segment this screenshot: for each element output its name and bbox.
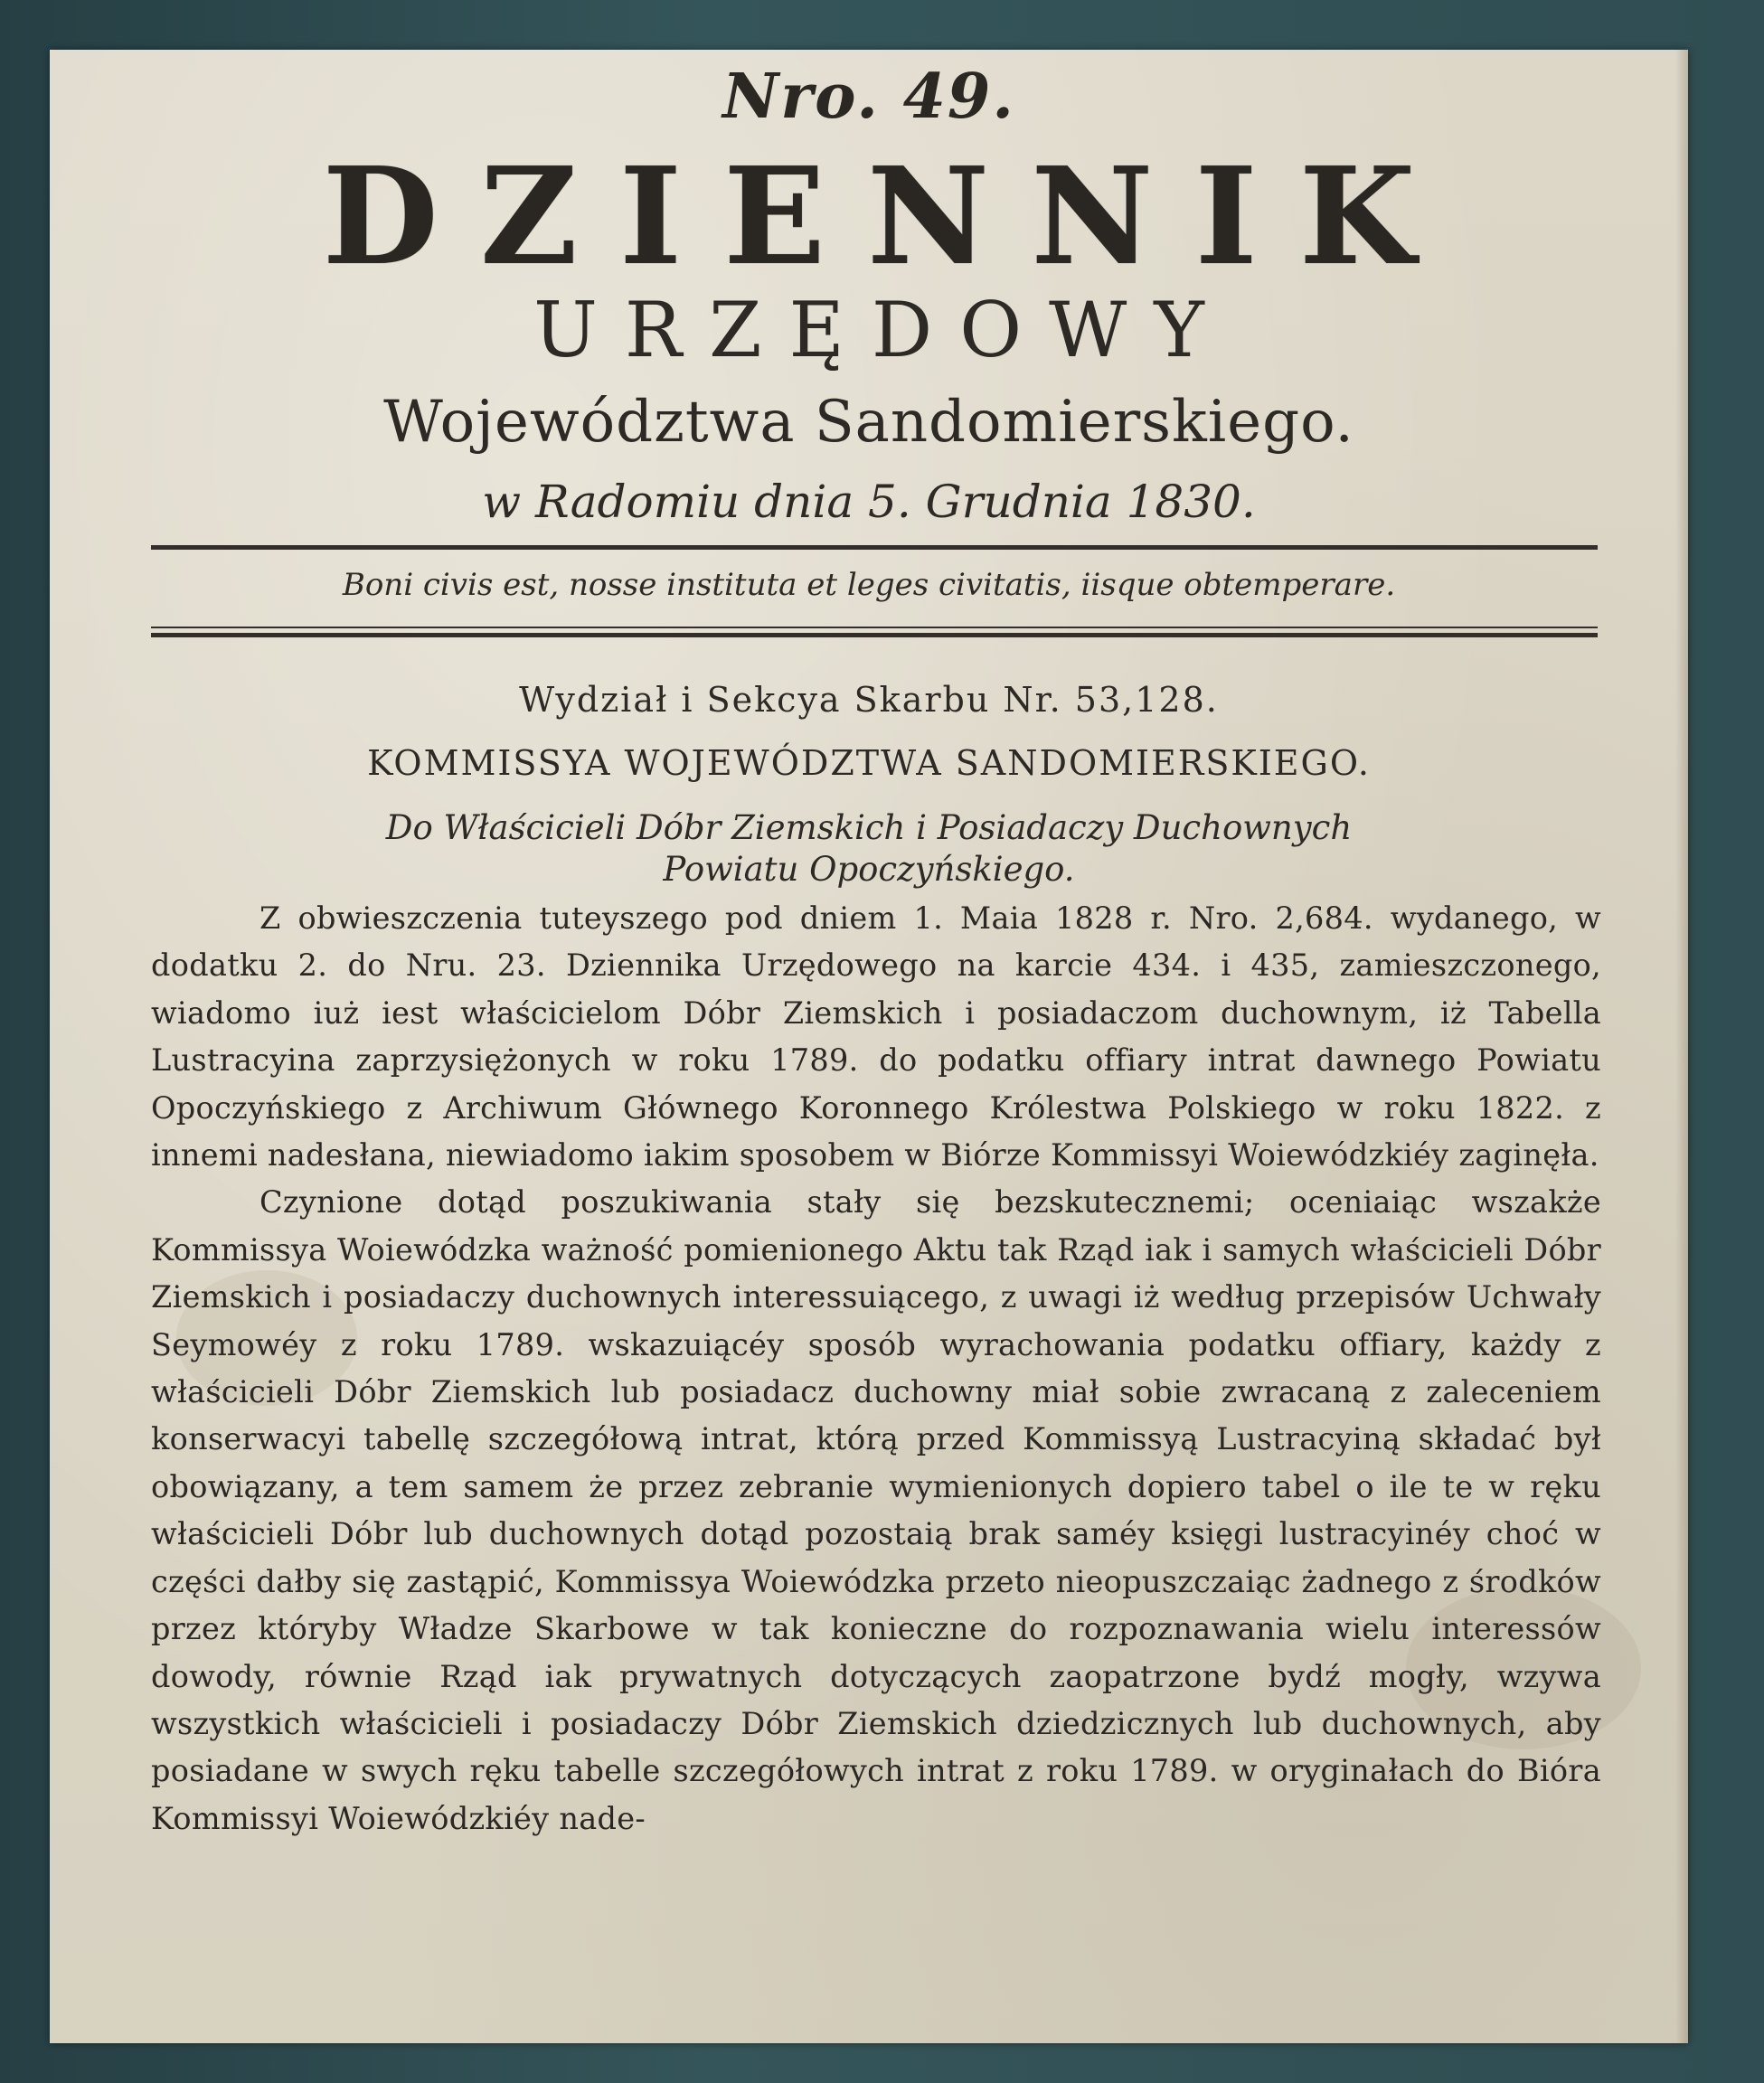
- masthead-subtitle: URZĘDOWY: [533, 286, 1231, 374]
- voivodeship-title: Województwa Sandomierskiego.: [383, 389, 1354, 456]
- masthead-title: DZIENNIK: [322, 137, 1457, 295]
- paragraph-2: Czynione dotąd poszukiwania stały się bezskutecznemi; oceniaiąc wszakże Kommissya Woiewódzka ważność pomienionego Aktu tak Rząd iak i samych właścicieli Dóbr Ziemskich i posiadaczy duchownych interessuiącego, z uwagi iż według przepisów Uchwały Seymowéy z roku 1789. wskazuiącéy sposób wyrachowania podatku offiary, każdy z właścicieli Dóbr Ziemskich lub posiadacz duchowny miał sobie zwracaną z zaleceniem konserwacyi tabellę szczegółową intrat, którą przed Kommissyą Lustracyiną składać był obowiązany, a tem samem że przez zebranie wymienionych dopiero tabel o ile te w ręku właścicieli Dóbr lub duchownych dotąd pozostaią brak saméy księgi lustracyinéy choć w części dałby się zastąpić, Kommissya Woiewódzka przeto nieopuszczaiąc żadnego z środków przez któryby Władze Skarbowe w tak konieczne do rozpoznawania wielu interessów dowody, równie Rząd iak prywatnych dotyczących zaopatrzone bydź mogły, wzywa wszystkich właścicieli i posiadaczy Dóbr Ziemskich dziedzicznych lub duchownych, aby posiadane w swych ręku tabelle szczegółowych intrat z roku 1789. w oryginałach do Bióra Kommissyi Woiewódzkiéy nade-: [151, 1184, 1601, 1836]
- article-body: [151, 895, 1601, 1843]
- rule-bottom-thin: [151, 627, 1598, 628]
- motto: Boni civis est, nosse instituta et leges civitatis, iisque obtemperare.: [342, 567, 1396, 603]
- rule-bottom-thick: [151, 633, 1598, 637]
- address-line-2: Powiatu Opoczyńskiego.: [663, 850, 1075, 889]
- newspaper-page: [50, 50, 1688, 2043]
- paragraph-1: Z obwieszczenia tuteyszego pod dniem 1. Maia 1828 r. Nro. 2,684. wydanego, w dodatku 2. do Nru. 23. Dziennika Urzędowego na karcie 434. i 435, zamieszczonego, wiadomo iuż iest właścicielom Dóbr Ziemskich i posiadaczom duchownym, iż Tabella Lustracyina zaprzysiężonych w roku 1789. do podatku offiary intrat dawnego Powiatu Opoczyńskiego z Archiwum Głównego Koronnego Królestwa Polskiego w roku 1822. z innemi nadesłana, niewiadomo iakim sposobem w Biórze Kommissyi Woiewódzkiéy zaginęła.: [151, 900, 1601, 1173]
- issue-number: Nro. 49.: [722, 61, 1015, 133]
- section-reference: Wydział i Sekcya Skarbu Nr. 53,128.: [519, 680, 1219, 720]
- rule-top: [151, 545, 1598, 550]
- address-heading: [50, 807, 1688, 891]
- address-line-1: Do Właścicieli Dóbr Ziemskich i Posiadaczy Duchownych: [385, 808, 1353, 847]
- commission-heading: KOMMISSYA WOJEWÓDZTWA SANDOMIERSKIEGO.: [367, 743, 1371, 783]
- dateline: w Radomiu dnia 5. Grudnia 1830.: [482, 476, 1256, 528]
